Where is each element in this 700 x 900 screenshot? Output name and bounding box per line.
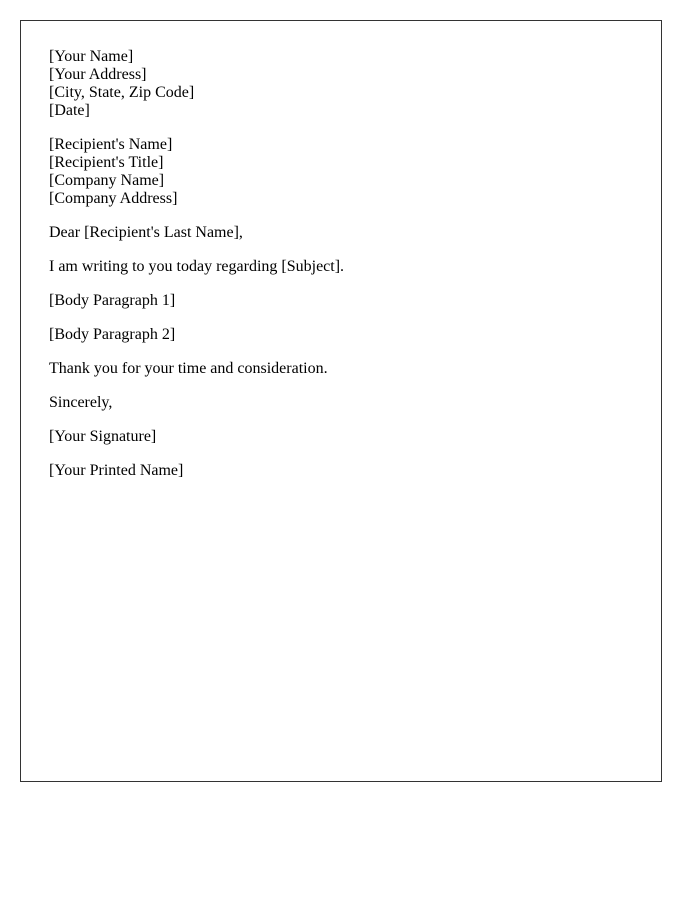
sender-city-state-zip: [City, State, Zip Code] [49, 84, 195, 101]
company-address: [Company Address] [49, 190, 178, 207]
opening-paragraph: I am writing to you today regarding [Subject]. [49, 258, 345, 275]
sender-name: [Your Name] [49, 48, 134, 65]
closing-line: Thank you for your time and consideration. [49, 360, 328, 377]
body-paragraph-1: [Body Paragraph 1] [49, 292, 176, 309]
recipient-title: [Recipient's Title] [49, 154, 164, 171]
letter-content [49, 48, 633, 496]
letter-page [20, 20, 662, 782]
recipient-block [49, 136, 633, 208]
body-paragraph-2: [Body Paragraph 2] [49, 326, 176, 343]
sender-address: [Your Address] [49, 66, 147, 83]
printed-name: [Your Printed Name] [49, 462, 184, 479]
sender-block [49, 48, 633, 120]
salutation: Dear [Recipient's Last Name], [49, 224, 243, 241]
letter-date: [Date] [49, 102, 90, 119]
signature: [Your Signature] [49, 428, 157, 445]
valediction: Sincerely, [49, 394, 113, 411]
company-name: [Company Name] [49, 172, 165, 189]
recipient-name: [Recipient's Name] [49, 136, 173, 153]
